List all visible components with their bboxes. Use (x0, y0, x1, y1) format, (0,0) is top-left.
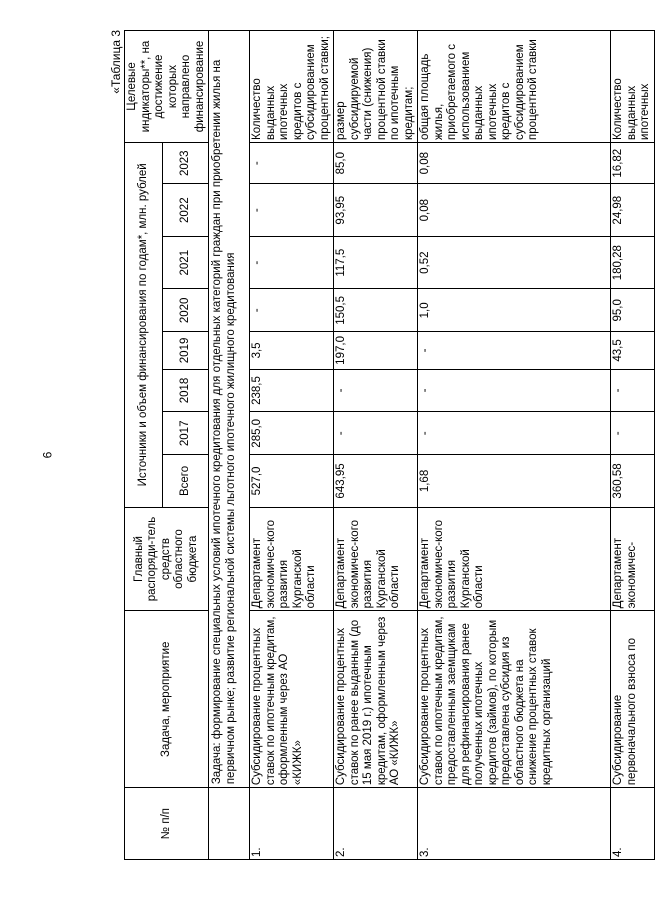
value-2017: - (611, 412, 655, 455)
row-indicator: Количество выданных ипотечных кредитов с субсидированием процентной ставки; (250, 31, 334, 143)
table-row (250, 31, 334, 860)
task-description: Задача: формирование специальных условий ипотечного кредитования для отдельных категорий граждан при приобретении жилья на первичном рынке; развитие региональной системы льготного ипотечного жилищного кредитования (209, 31, 250, 788)
value-2020: - (250, 289, 334, 332)
header-num: № п/п (125, 788, 209, 860)
value-2019: - (418, 332, 611, 369)
value-2021: - (250, 236, 334, 289)
header-year-2019: 2019 (163, 332, 209, 369)
value-2022: 93,95 (334, 184, 418, 237)
value-2021: 117,5 (334, 236, 418, 289)
header-funding: Источники и объем финансирования по годам*, млн. рублей (125, 142, 163, 507)
row-num: 3. (418, 788, 611, 860)
row-indicator: общая площадь жилья, приобретаемого с использованием выданных ипотечных кредитов с субсидированием процентной ставки (418, 31, 611, 143)
value-2023: 16,82 (611, 142, 655, 183)
value-2022: - (250, 184, 334, 237)
task-row (209, 31, 250, 860)
row-num: 1. (250, 788, 334, 860)
value-2020: 95,0 (611, 289, 655, 332)
value-2017: - (334, 412, 418, 455)
value-2017: 285,0 (250, 412, 334, 455)
header-indicators: Целевые индикаторы**, на достижение которых направлено финансирование (125, 31, 209, 143)
row-indicator: Количество выданных ипотечных (611, 31, 655, 143)
value-2020: 1,0 (418, 289, 611, 332)
row-measure: Субсидирование процентных ставок по ранее выданным (до 15 мая 2019 г.) ипотечным кредитам, оформленным через АО «КИЖК» (334, 611, 418, 788)
header-year-2022: 2022 (163, 184, 209, 237)
table-row (611, 31, 655, 860)
value-2018: - (418, 369, 611, 412)
table-caption: «Таблица 3 (109, 30, 123, 94)
value-2023: 0,08 (418, 142, 611, 183)
value-2022: 0,08 (418, 184, 611, 237)
value-2023: - (250, 142, 334, 183)
row-num: 2. (334, 788, 418, 860)
row-manager: Департамент экономичес-кого развития Курганской области (418, 507, 611, 611)
value-2021: 180,28 (611, 236, 655, 289)
row-indicator: размер субсидируемой части (снижения) процентной ставки по ипотечным кредитам; (334, 31, 418, 143)
row-measure: Субсидирование первоначального взноса по (611, 611, 655, 788)
financing-table (124, 30, 655, 860)
value-2023: 85,0 (334, 142, 418, 183)
value-2019: 197,0 (334, 332, 418, 369)
value-2018: - (611, 369, 655, 412)
rotated-page (108, 30, 651, 860)
header-task: Задача, мероприятие (125, 611, 209, 788)
header-year-2017: 2017 (163, 412, 209, 455)
header-manager: Главный распоряди-тель средств областного бюджета (125, 507, 209, 611)
value-total: 527,0 (250, 455, 334, 508)
row-manager: Департамент экономичес- (611, 507, 655, 611)
value-total: 643,95 (334, 455, 418, 508)
header-year-2021: 2021 (163, 236, 209, 289)
row-measure: Субсидирование процентных ставок по ипотечным кредитам, оформленным через АО «КИЖК» (250, 611, 334, 788)
value-2017: - (418, 412, 611, 455)
value-2019: 43,5 (611, 332, 655, 369)
value-total: 1,68 (418, 455, 611, 508)
header-year-2020: 2020 (163, 289, 209, 332)
value-2022: 24,98 (611, 184, 655, 237)
page-number: 6 (40, 451, 55, 459)
row-num: 4. (611, 788, 655, 860)
row-measure: Субсидирование процентных ставок по ипотечным кредитам, предоставленным заемщикам для рефинансирования ранее полученных ипотечных кредитов (займов), по которым предоставлена субсидия из областного бюджета на снижение процентных ставок кредитных организаций (418, 611, 611, 788)
value-2021: 0,52 (418, 236, 611, 289)
header-year-2023: 2023 (163, 142, 209, 183)
header-row (125, 31, 163, 860)
value-2020: 150,5 (334, 289, 418, 332)
row-manager: Департамент экономичес-кого развития Курганской области (250, 507, 334, 611)
row-manager: Департамент экономичес-кого развития Курганской области (334, 507, 418, 611)
table-row (334, 31, 418, 860)
header-year-2018: 2018 (163, 369, 209, 412)
value-2019: 3,5 (250, 332, 334, 369)
value-2018: - (334, 369, 418, 412)
value-2018: 238,5 (250, 369, 334, 412)
table-row (418, 31, 611, 860)
value-total: 360,58 (611, 455, 655, 508)
header-year-total: Всего (163, 455, 209, 508)
